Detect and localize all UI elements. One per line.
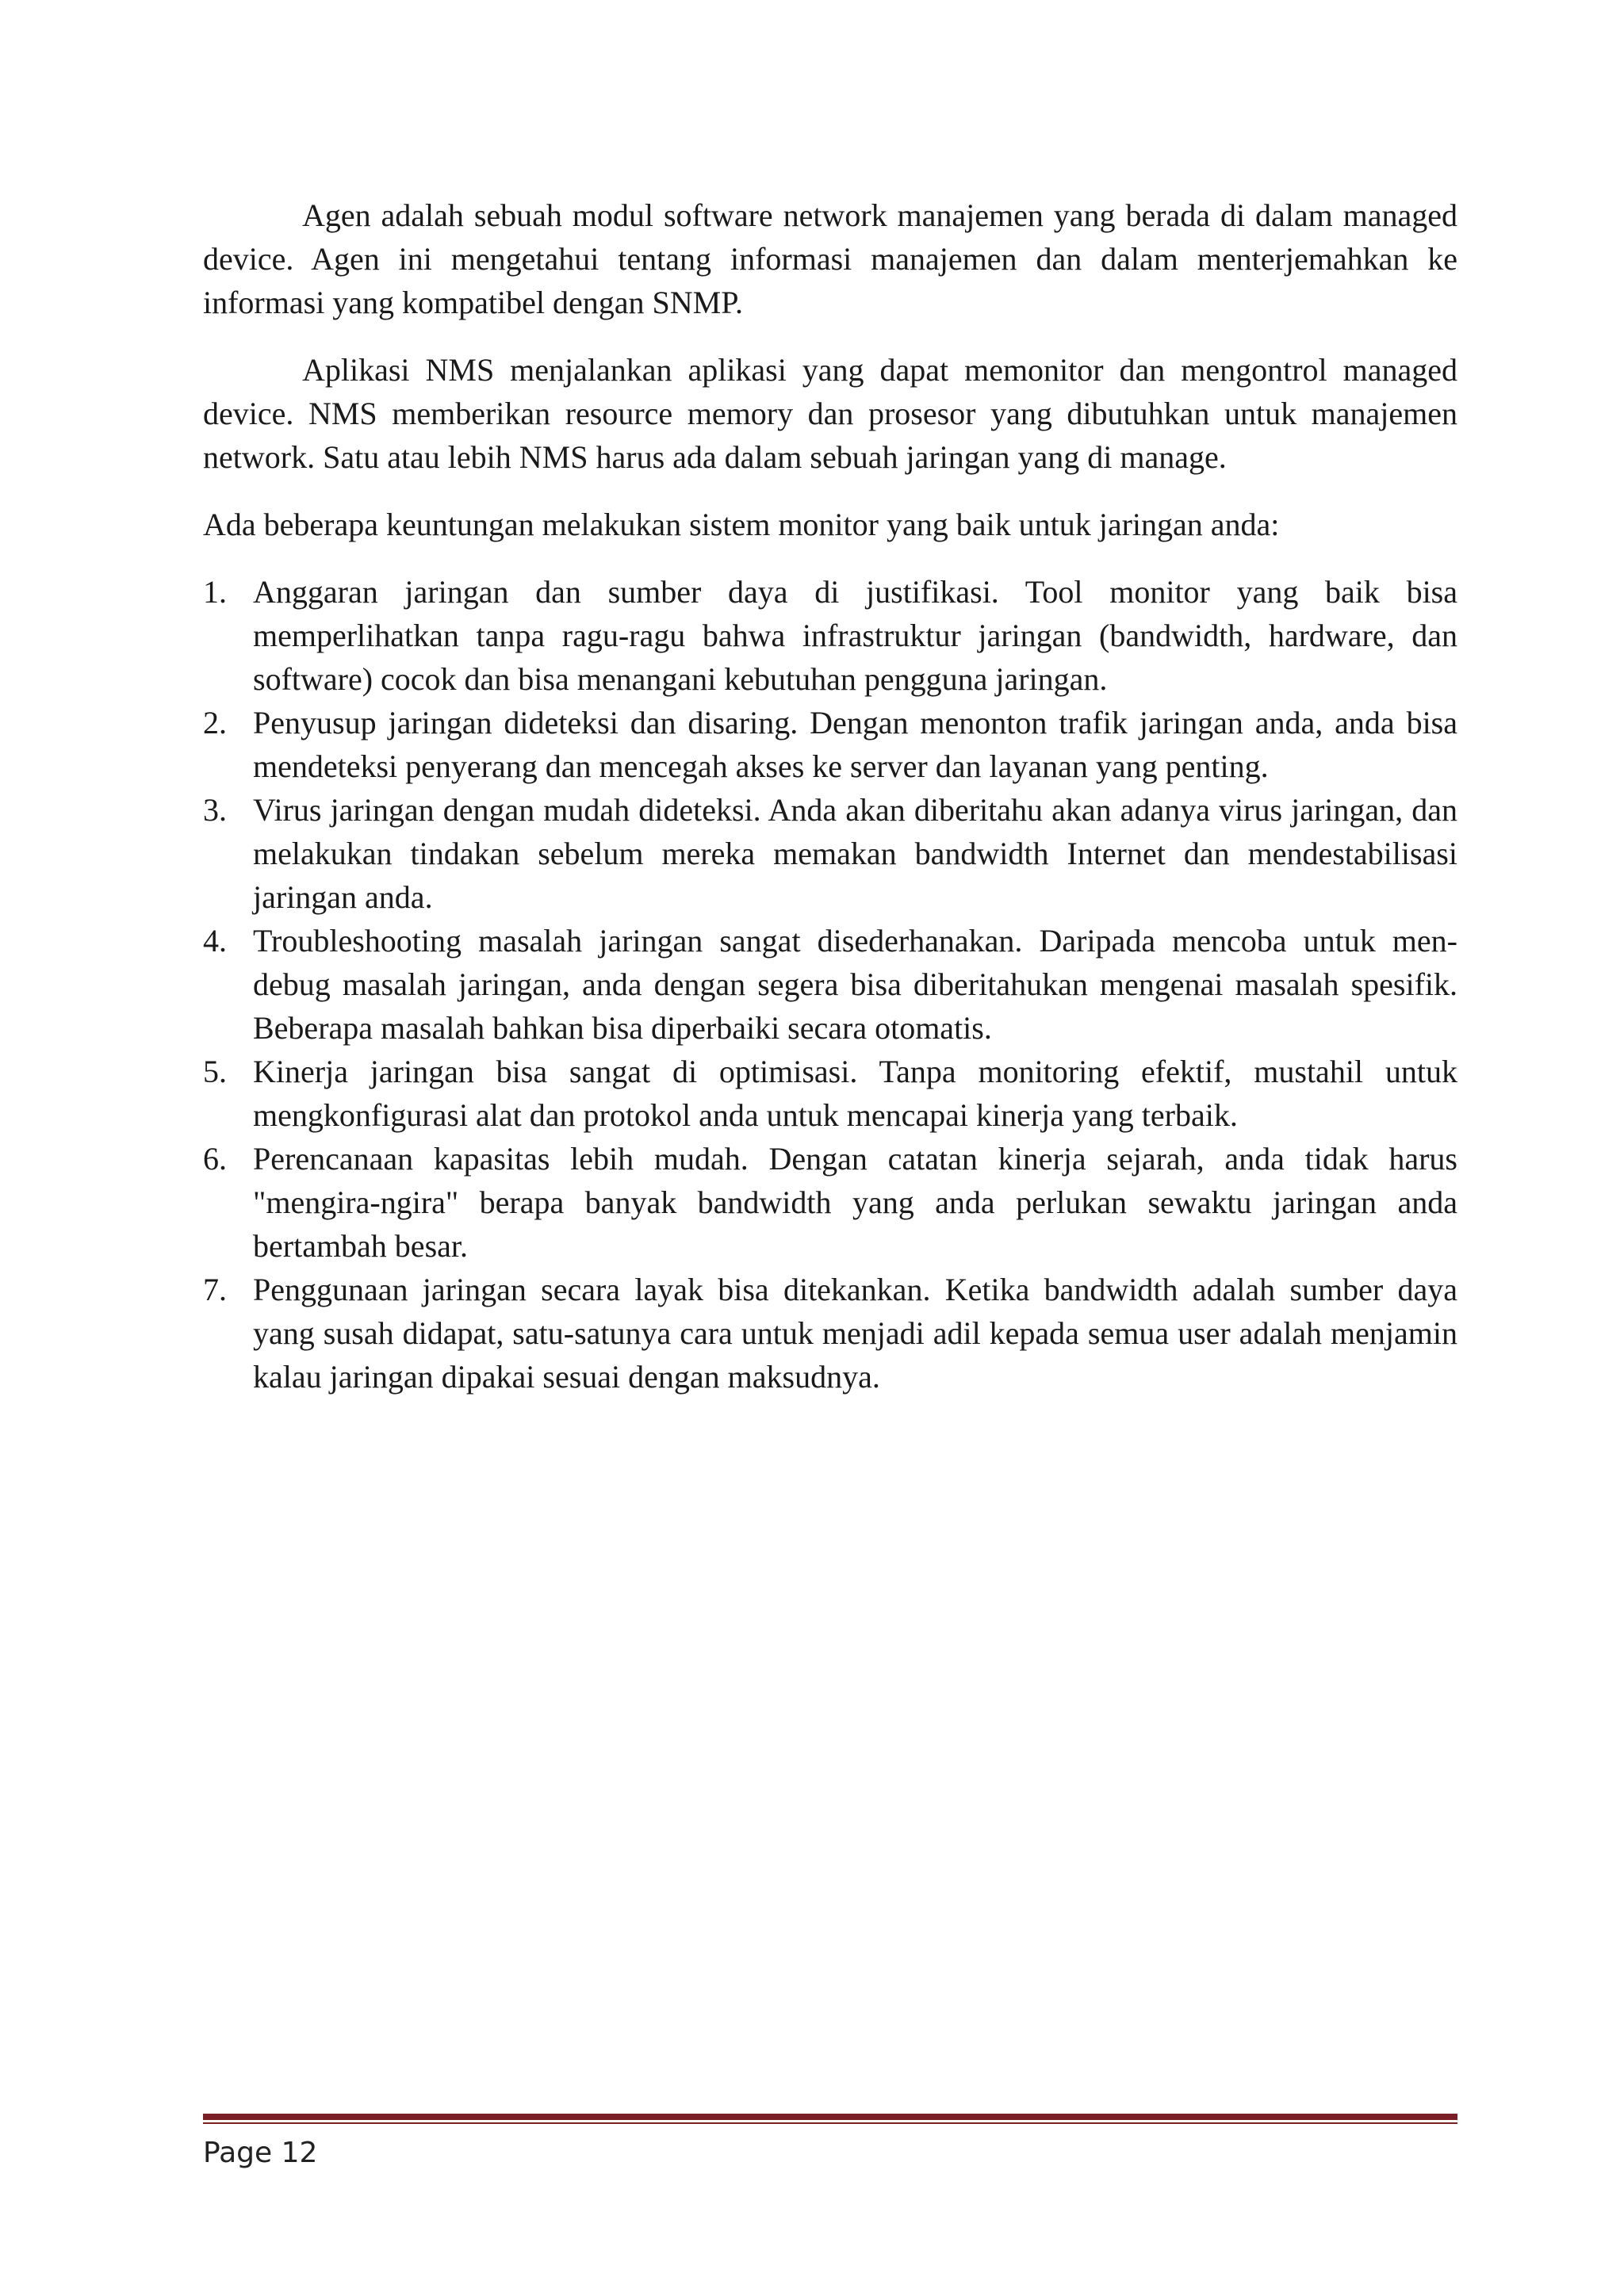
list-item [203,701,1457,788]
list-number: 6. [203,1141,227,1177]
list-item-text: Perencanaan kapasitas lebih mudah. Dengan catatan kinerja sejarah, anda tidak harus "mengira-ngira" berapa banyak bandwidth yang anda perlukan sewaktu jaringan anda bertambah besar. [253,1141,1457,1264]
benefits-list [203,570,1457,1399]
list-number: 5. [203,1054,227,1089]
list-number: 4. [203,923,227,959]
list-item-text: Penyusup jaringan dideteksi dan disaring. Dengan menonton trafik jaringan anda, anda bisa mendeteksi penyerang dan mencegah akses ke server dan layanan yang penting. [253,705,1457,784]
footer-rule-thin [203,2122,1457,2124]
footer-rule-thick [203,2114,1457,2120]
list-item [203,1137,1457,1268]
paragraph-intro-list: Ada beberapa keuntungan melakukan sistem monitor yang baik untuk jaringan anda: [203,507,1280,542]
paragraph-agen: Agen adalah sebuah modul software network manajemen yang berada di dalam managed device. Agen ini mengetahui tentang informasi manajemen dan dalam menterjemahkan ke informasi yang kompatibel dengan SNMP. [203,197,1457,320]
list-item [203,788,1457,919]
list-item-text: Kinerja jaringan bisa sangat di optimisasi. Tanpa monitoring efektif, mustahil untuk mengkonfigurasi alat dan protokol anda untuk mencapai kinerja yang terbaik. [253,1054,1457,1133]
paragraph-nms: Aplikasi NMS menjalankan aplikasi yang dapat memonitor dan mengontrol managed device. NMS memberikan resource memory dan prosesor yang dibutuhkan untuk manajemen network. Satu atau lebih NMS harus ada dalam sebuah jaringan yang di manage. [203,352,1457,475]
list-number: 1. [203,574,227,610]
list-item [203,919,1457,1050]
page-number: Page 12 [203,2137,318,2169]
body-content [203,193,1457,1399]
list-item-text: Penggunaan jaringan secara layak bisa ditekankan. Ketika bandwidth adalah sumber daya yang susah didapat, satu-satunya cara untuk menjadi adil kepada semua user adalah menjamin kalau jaringan dipakai sesuai dengan maksudnya. [253,1272,1457,1395]
list-item-text: Anggaran jaringan dan sumber daya di justifikasi. Tool monitor yang baik bisa memperlihatkan tanpa ragu-ragu bahwa infrastruktur jaringan (bandwidth, hardware, dan software) cocok dan bisa menangani kebutuhan pengguna jaringan. [253,574,1457,697]
list-number: 2. [203,705,227,740]
list-item-text: Virus jaringan dengan mudah dideteksi. Anda akan diberitahu akan adanya virus jaringan, dan melakukan tindakan sebelum mereka memakan bandwidth Internet dan mendestabilisasi jaringan anda. [253,792,1457,915]
list-item-text: Troubleshooting masalah jaringan sangat disederhanakan. Daripada mencoba untuk men-debug masalah jaringan, anda dengan segera bisa diberitahukan mengenai masalah spesifik. Beberapa masalah bahkan bisa diperbaiki secara otomatis. [253,923,1457,1046]
list-item [203,1268,1457,1399]
list-number: 3. [203,792,227,828]
list-item [203,570,1457,701]
list-number: 7. [203,1272,227,1307]
list-item [203,1050,1457,1137]
